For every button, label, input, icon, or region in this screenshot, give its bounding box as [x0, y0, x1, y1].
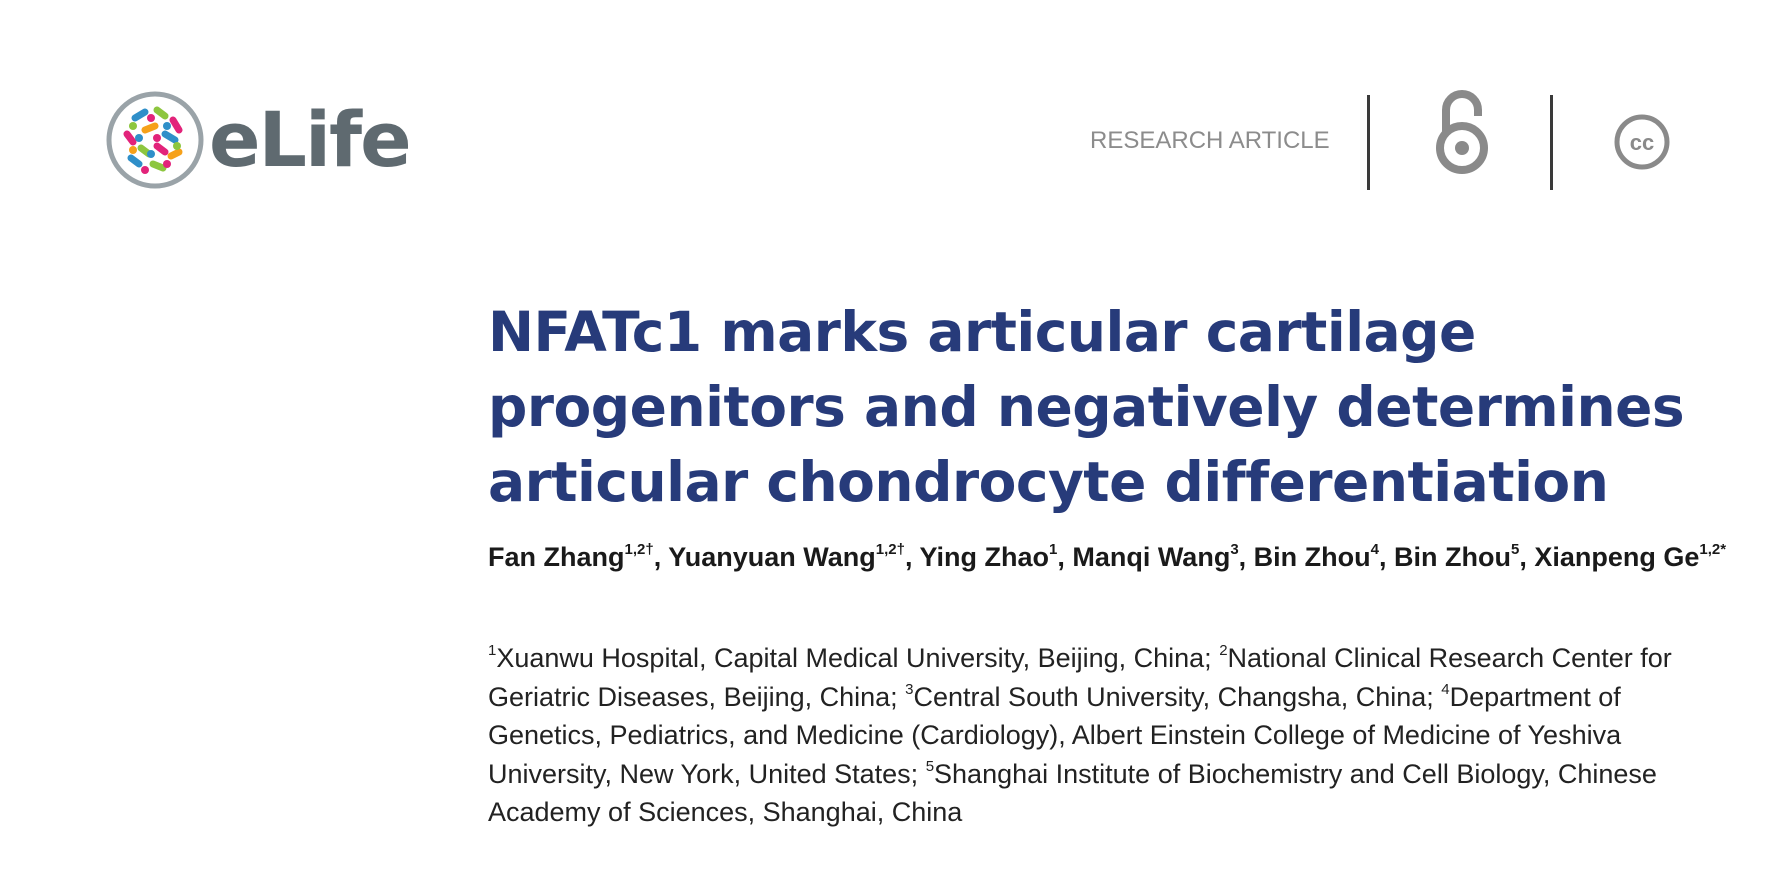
elife-logo-text: eLife — [209, 95, 410, 184]
author-name[interactable]: Ying Zhao — [919, 542, 1049, 572]
author-affiliation-marker: 1,2* — [1699, 541, 1727, 558]
author-affiliation-marker: 1,2† — [875, 541, 905, 558]
author-affiliation-marker: 4 — [1370, 541, 1379, 558]
author-name[interactable]: Yuanyuan Wang — [668, 542, 876, 572]
author-separator: , — [1378, 542, 1394, 572]
author-list — [488, 538, 1738, 576]
elife-logo[interactable] — [105, 90, 410, 190]
open-access-icon[interactable] — [1432, 86, 1492, 176]
affiliation-text: Shanghai Institute of Biochemistry and Cell Biology, Chinese Academy of Sciences, Shanghai, China — [488, 758, 1657, 827]
cc-label: cc — [1629, 130, 1655, 155]
affiliation-number: 5 — [925, 757, 935, 775]
affiliation-number: 3 — [905, 680, 914, 698]
author-name[interactable]: Bin Zhou — [1394, 542, 1511, 572]
affiliation-number: 4 — [1441, 680, 1450, 698]
author-name[interactable]: Manqi Wang — [1072, 542, 1231, 572]
author-name[interactable]: Fan Zhang — [488, 542, 625, 572]
article-type-label: RESEARCH ARTICLE — [1090, 127, 1330, 154]
article-title: NFATc1 marks articular cartilage progenitors and negatively determines articular chondrocyte differentiation — [488, 300, 1685, 514]
author-separator: , — [1238, 542, 1254, 572]
author-affiliation-marker: 1,2† — [624, 541, 654, 558]
author-name[interactable]: Xianpeng Ge — [1534, 542, 1700, 572]
elife-logo-icon — [105, 90, 205, 190]
author-separator: , — [904, 542, 920, 572]
author-affiliation-marker: 5 — [1510, 541, 1520, 558]
affiliation-text: Central South University, Changsha, China; — [913, 681, 1442, 712]
author-separator: , — [653, 542, 669, 572]
header-divider — [1367, 95, 1370, 190]
affiliation-list — [488, 639, 1738, 832]
author-affiliation-marker: 3 — [1230, 541, 1239, 558]
author-affiliation-marker: 1 — [1048, 541, 1058, 558]
creative-commons-icon[interactable] — [1613, 113, 1671, 171]
author-name[interactable]: Bin Zhou — [1253, 542, 1371, 572]
author-separator: , — [1057, 542, 1073, 572]
author-separator: , — [1519, 542, 1535, 572]
affiliation-text: Department of Genetics, Pediatrics, and Medicine (Cardiology), Albert Einstein College of Medicine of Yeshiva University, New York, United States; — [488, 681, 1622, 789]
affiliation-text: National Clinical Research Center for Geriatric Diseases, Beijing, China; — [488, 643, 1672, 712]
affiliation-number: 2 — [1219, 642, 1228, 659]
affiliation-number: 1 — [488, 642, 497, 659]
affiliation-text: Xuanwu Hospital, Capital Medical University, Beijing, China; — [496, 643, 1220, 673]
header-divider — [1550, 95, 1553, 190]
